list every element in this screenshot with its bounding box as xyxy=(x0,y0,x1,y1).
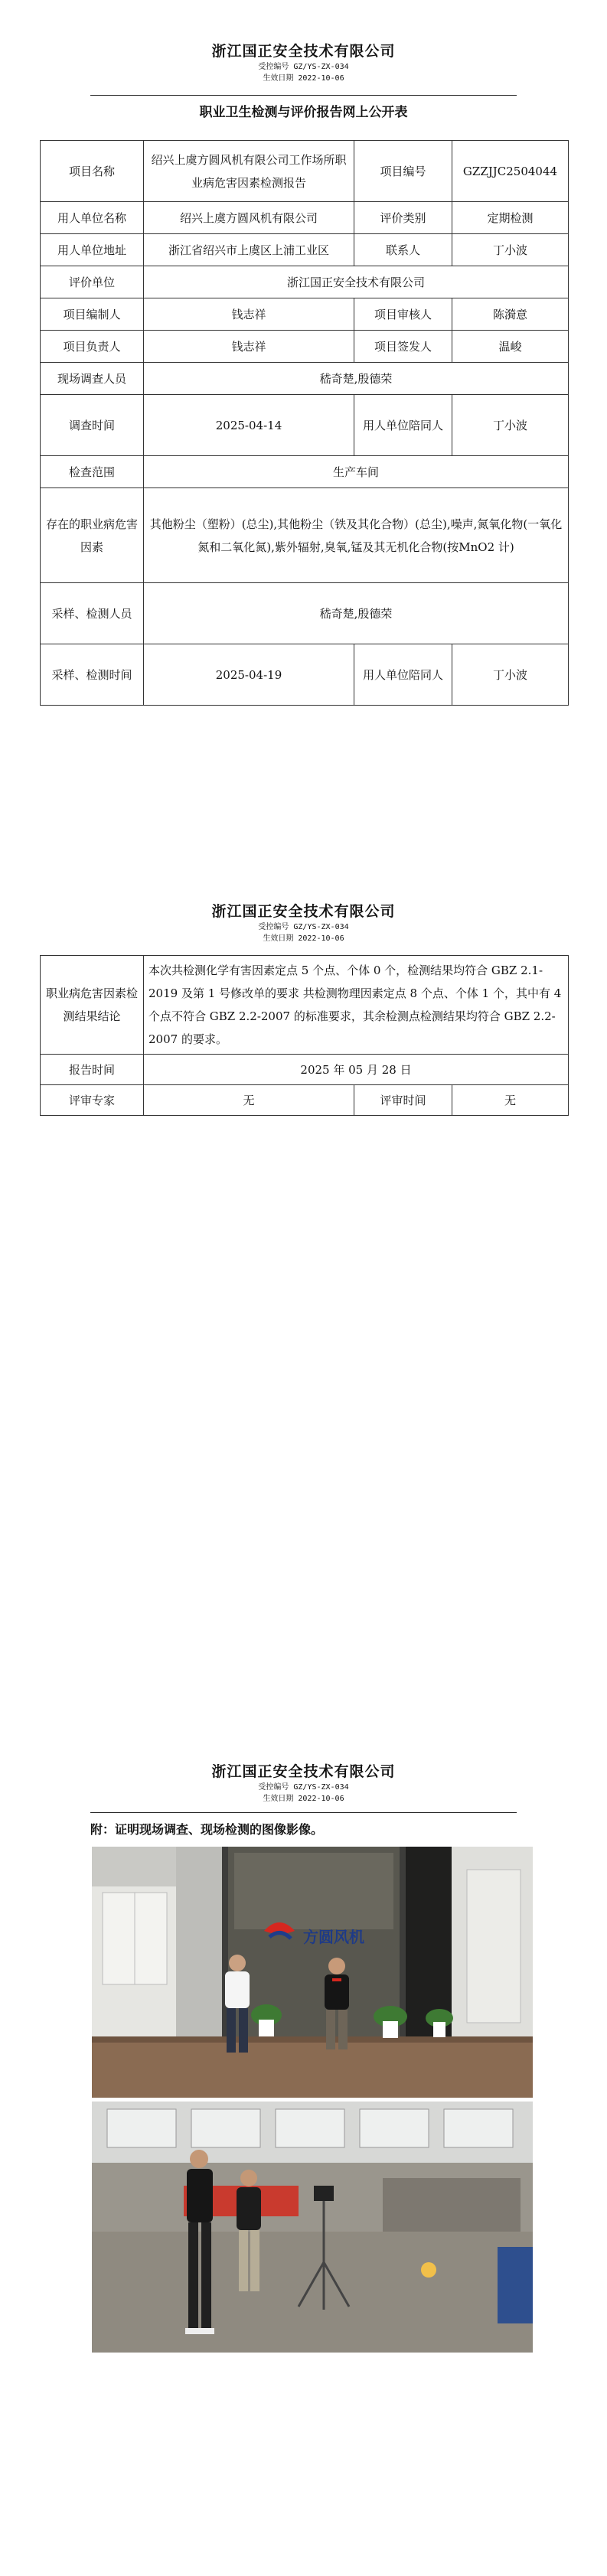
header-divider xyxy=(90,95,517,96)
effective-date: 生效日期 2022-10-06 xyxy=(263,1795,344,1803)
address-value: 浙江省绍兴市上虞区上浦工业区 xyxy=(144,234,354,266)
table-row xyxy=(41,956,569,1055)
project-name-value: 绍兴上虞方圆风机有限公司工作场所职业病危害因素检测报告 xyxy=(144,141,354,202)
table-row xyxy=(41,298,569,331)
table-row xyxy=(41,1085,569,1116)
conclusion-label: 职业病危害因素检测结果结论 xyxy=(41,956,144,1055)
company-sign: 方圆风机 xyxy=(303,1928,364,1946)
table-row xyxy=(41,395,569,456)
page-title: 职业卫生检测与评价报告网上公开表 xyxy=(199,105,408,120)
table-row xyxy=(41,488,569,583)
table-row xyxy=(41,202,569,234)
report-info-table xyxy=(40,140,569,706)
escort-value: 丁小波 xyxy=(452,395,569,456)
page3-header xyxy=(0,1760,607,1804)
reviewer-value: 陈漪意 xyxy=(452,298,569,331)
report-time-label: 报告时间 xyxy=(41,1055,144,1085)
reviewer-label: 项目审核人 xyxy=(354,298,452,331)
field-testing-photo xyxy=(92,2102,533,2353)
sample-time-value: 2025-04-19 xyxy=(144,644,354,706)
compiler-value: 钱志祥 xyxy=(144,298,354,331)
conclusion-table xyxy=(40,955,569,1116)
escort2-value: 丁小波 xyxy=(452,644,569,706)
table-row xyxy=(41,456,569,488)
sampler-value: 嵇奇楚,殷德荣 xyxy=(144,583,569,644)
eval-unit-label: 评价单位 xyxy=(41,266,144,298)
hazards-label: 存在的职业病危害因素 xyxy=(41,488,144,583)
eval-unit-value: 浙江国正安全技术有限公司 xyxy=(144,266,569,298)
scope-value: 生产车间 xyxy=(144,456,569,488)
appendix-caption: 附：证明现场调查、现场检测的图像影像。 xyxy=(90,1822,324,1837)
table-row xyxy=(41,266,569,298)
site-survey-photo xyxy=(92,1847,533,2098)
table-row xyxy=(41,234,569,266)
investigator-label: 现场调查人员 xyxy=(41,363,144,395)
page2-header xyxy=(0,900,607,944)
scope-label: 检查范围 xyxy=(41,456,144,488)
control-number: 受控编号 GZ/YS-ZX-034 xyxy=(258,923,349,931)
company-name: 浙江国正安全技术有限公司 xyxy=(211,903,396,920)
employer-value: 绍兴上虞方圆风机有限公司 xyxy=(144,202,354,234)
table-row xyxy=(41,1055,569,1085)
leader-label: 项目负责人 xyxy=(41,331,144,363)
table-row xyxy=(41,141,569,202)
investigator-value: 嵇奇楚,殷德荣 xyxy=(144,363,569,395)
issuer-label: 项目签发人 xyxy=(354,331,452,363)
conclusion-value: 本次共检测化学有害因素定点 5 个点、个体 0 个，检测结果均符合 GBZ 2.1-2019 及第 1 号修改单的要求 共检测物理因素定点 8 个点、个体 1 个，其中有 4 个点不符合 GBZ 2.2-2007 的标准要求，其余检测点检测结果均符合 GBZ 2.2-2007 的要求。 xyxy=(144,956,569,1055)
header-divider xyxy=(90,1812,517,1813)
hazards-value: 其他粉尘（塑粉）(总尘),其他粉尘（铁及其化合物）(总尘),噪声,氮氧化物(一氧化氮和二氧化氮),紫外辐射,臭氧,锰及其无机化合物(按MnO2 计) xyxy=(144,488,569,583)
issuer-value: 温峻 xyxy=(452,331,569,363)
page1-header xyxy=(0,40,607,83)
table-row xyxy=(41,583,569,644)
table-row xyxy=(41,644,569,706)
table-row xyxy=(41,331,569,363)
escort2-label: 用人单位陪同人 xyxy=(354,644,452,706)
contact-value: 丁小波 xyxy=(452,234,569,266)
control-number: 受控编号 GZ/YS-ZX-034 xyxy=(258,1783,349,1792)
sampler-label: 采样、检测人员 xyxy=(41,583,144,644)
expert-label: 评审专家 xyxy=(41,1085,144,1116)
survey-time-label: 调查时间 xyxy=(41,395,144,456)
control-number: 受控编号 GZ/YS-ZX-034 xyxy=(258,63,349,71)
review-time-value: 无 xyxy=(452,1085,569,1116)
eval-type-value: 定期检测 xyxy=(452,202,569,234)
company-name: 浙江国正安全技术有限公司 xyxy=(211,1763,396,1780)
project-name-label: 项目名称 xyxy=(41,141,144,202)
effective-date: 生效日期 2022-10-06 xyxy=(263,74,344,83)
sample-time-label: 采样、检测时间 xyxy=(41,644,144,706)
table-row xyxy=(41,363,569,395)
report-time-value: 2025 年 05 月 28 日 xyxy=(144,1055,569,1085)
survey-time-value: 2025-04-14 xyxy=(144,395,354,456)
contact-label: 联系人 xyxy=(354,234,452,266)
effective-date: 生效日期 2022-10-06 xyxy=(263,934,344,943)
project-no-label: 项目编号 xyxy=(354,141,452,202)
eval-type-label: 评价类别 xyxy=(354,202,452,234)
compiler-label: 项目编制人 xyxy=(41,298,144,331)
leader-value: 钱志祥 xyxy=(144,331,354,363)
company-name: 浙江国正安全技术有限公司 xyxy=(211,43,396,60)
review-time-label: 评审时间 xyxy=(354,1085,452,1116)
address-label: 用人单位地址 xyxy=(41,234,144,266)
project-no-value: GZZJJC2504044 xyxy=(452,141,569,202)
employer-label: 用人单位名称 xyxy=(41,202,144,234)
expert-value: 无 xyxy=(144,1085,354,1116)
escort-label: 用人单位陪同人 xyxy=(354,395,452,456)
